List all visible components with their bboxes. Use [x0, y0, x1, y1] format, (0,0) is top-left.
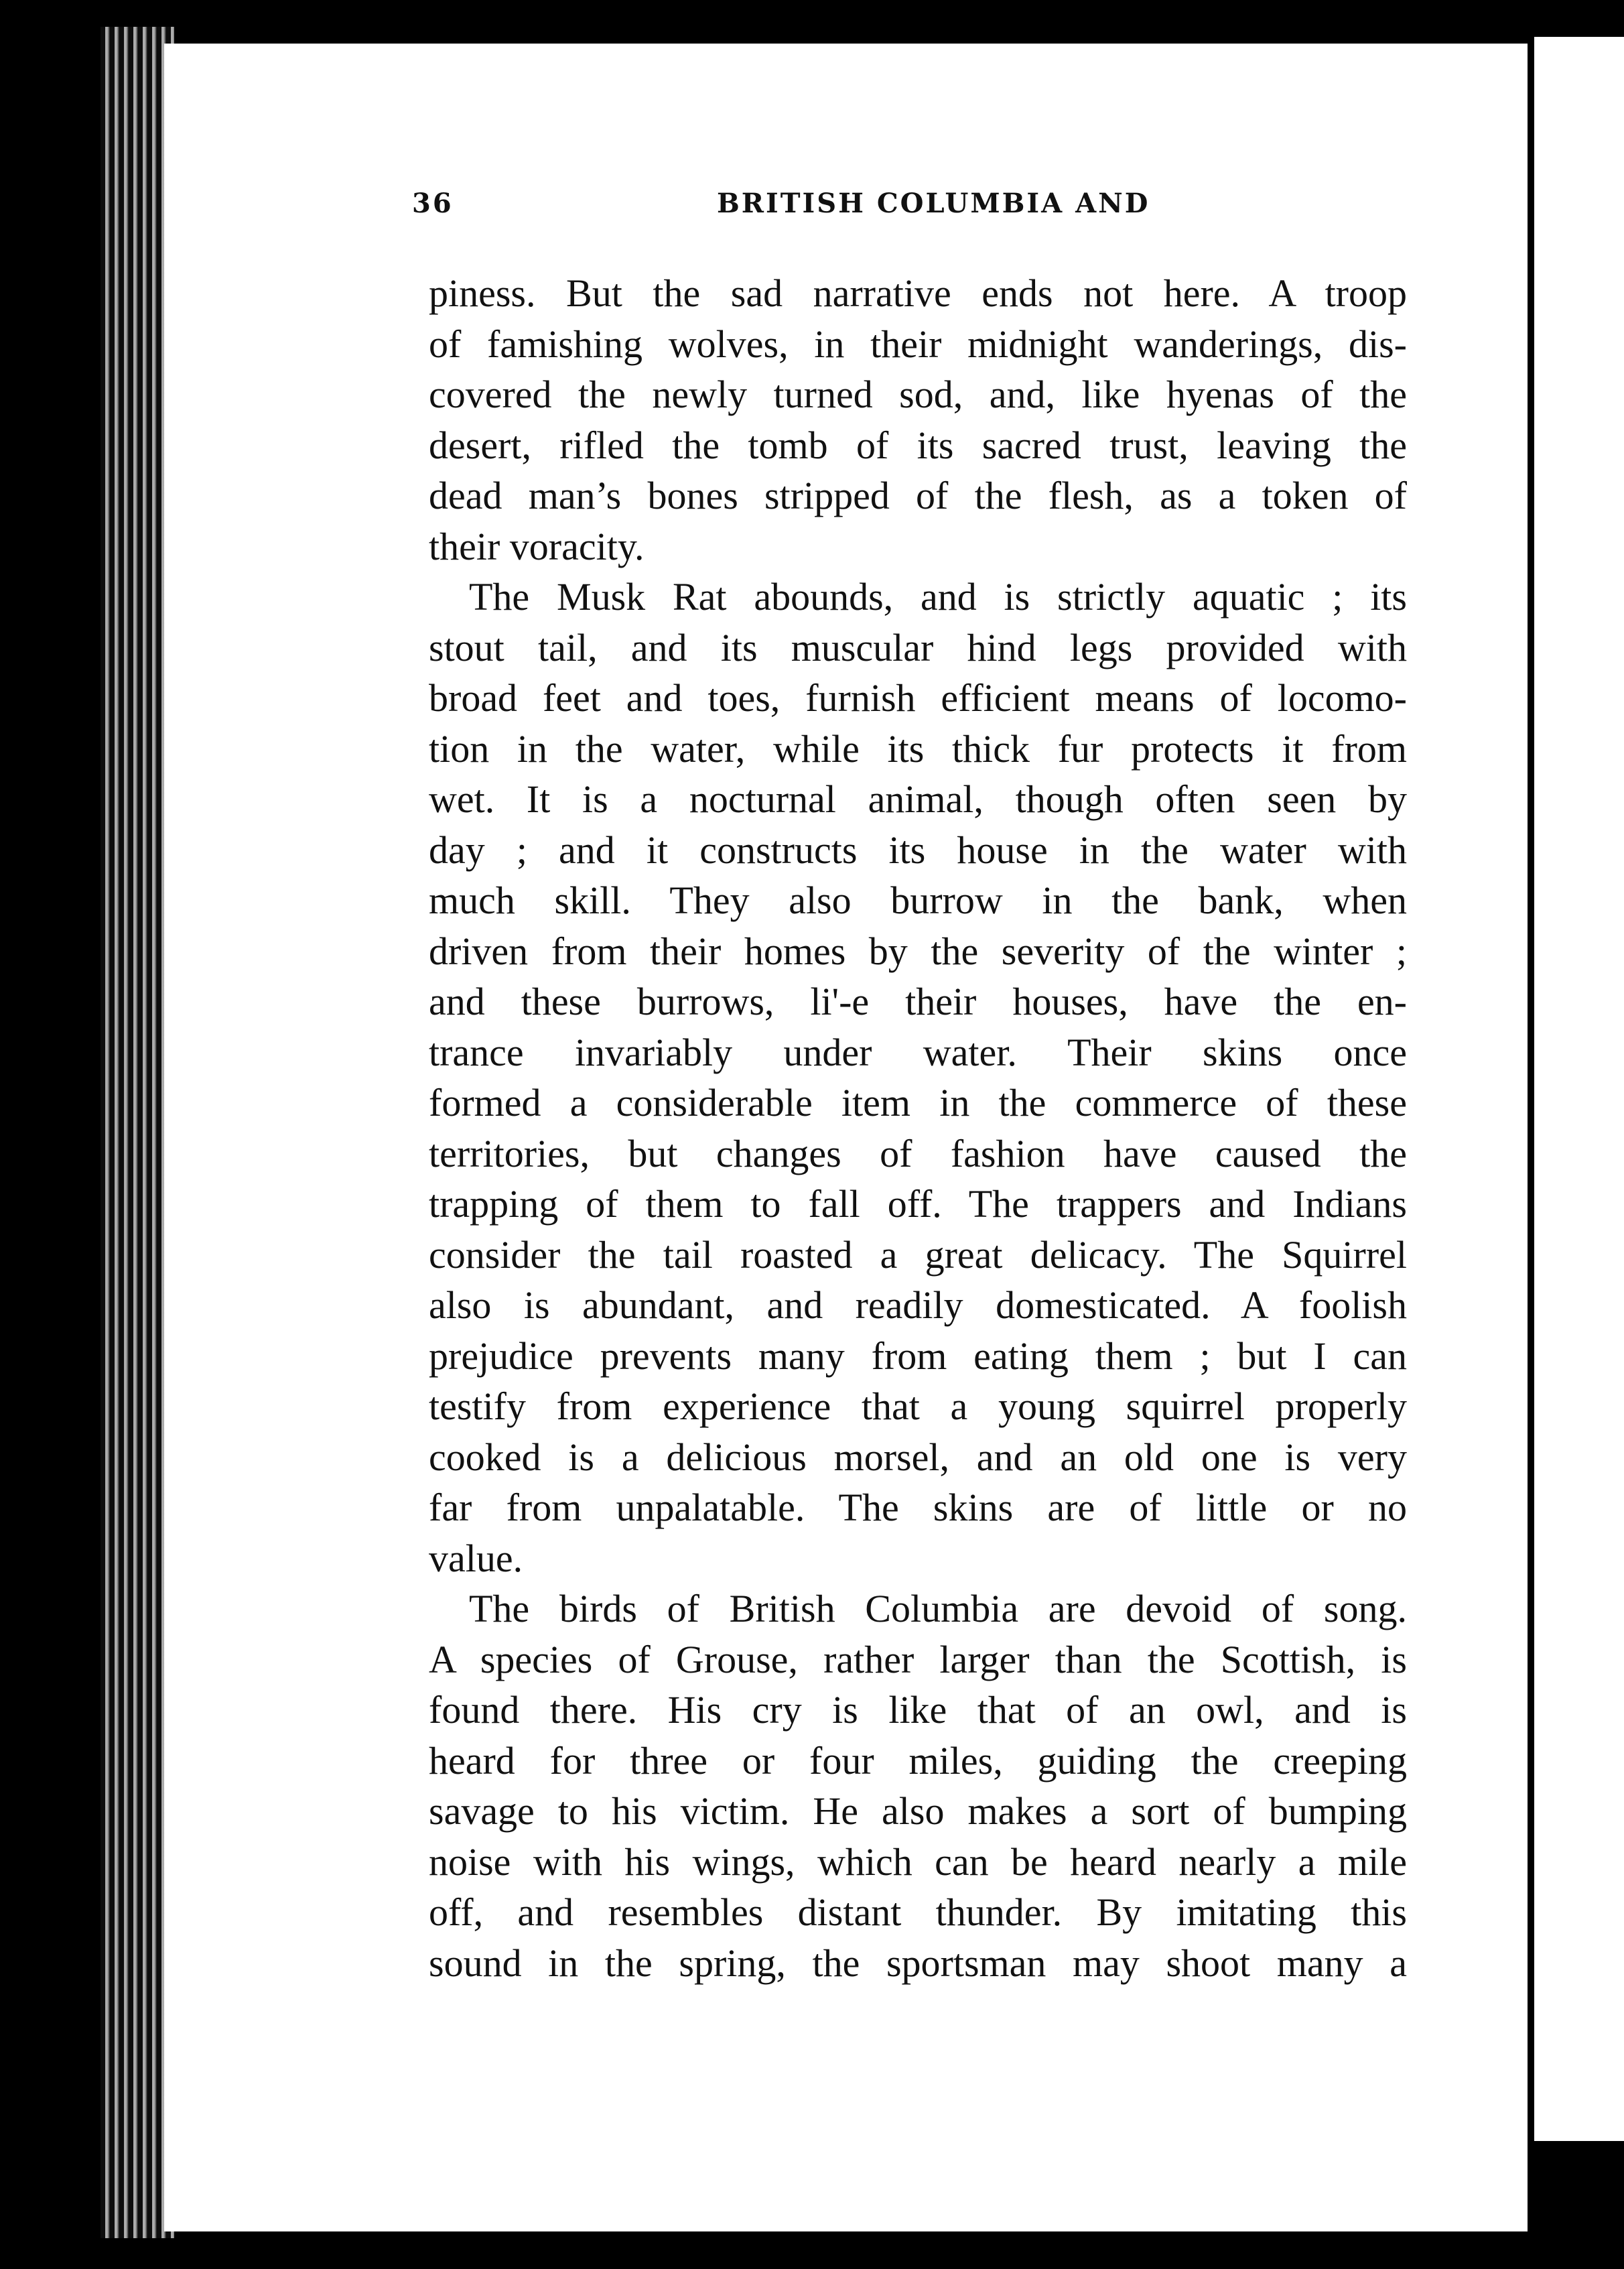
- text-line: piness. But the sad narrative ends not here. A troop: [429, 271, 1407, 315]
- text-line: A species of Grouse, rather larger than the Scottish, is: [429, 1637, 1407, 1681]
- text-line: their voracity.: [429, 524, 645, 568]
- text-line: value.: [429, 1536, 523, 1580]
- text-line: found there. His cry is like that of an owl, and is: [429, 1688, 1407, 1732]
- text-line: trapping of them to fall off. The trappers and Indians: [429, 1182, 1407, 1226]
- text-line: consider the tail roasted a great delicacy. The Squirrel: [429, 1232, 1407, 1277]
- text-line: cooked is a delicious morsel, and an old one is very: [429, 1435, 1407, 1479]
- text-line: much skill. They also burrow in the bank, when: [429, 879, 1407, 922]
- text-line: The birds of British Columbia are devoid of song.: [469, 1587, 1407, 1630]
- text-line: day ; and it constructs its house in the water with: [429, 828, 1407, 872]
- text-line: prejudice prevents many from eating them ; but I can: [429, 1334, 1407, 1378]
- text-line: tion in the water, while its thick fur protects it from: [429, 726, 1407, 771]
- text-line: testify from experience that a young squirrel properly: [429, 1384, 1407, 1428]
- text-line: heard for three or four miles, guiding the creeping: [429, 1738, 1407, 1782]
- text-line: trance invariably under water. Their skins once: [429, 1030, 1407, 1074]
- text-line: also is abundant, and readily domesticated. A foolish: [429, 1283, 1407, 1327]
- text-line: savage to his victim. He also makes a sort of bumping: [429, 1789, 1407, 1833]
- text-line: off, and resembles distant thunder. By imitating this: [429, 1890, 1407, 1934]
- text-line: formed a considerable item in the commerce of these: [429, 1081, 1407, 1124]
- text-line: and these burrows, li'-e their houses, have the en-: [429, 980, 1407, 1023]
- text-line: far from unpalatable. The skins are of little or no: [429, 1486, 1407, 1529]
- page-number: 36: [412, 188, 454, 219]
- body-text: [429, 268, 1407, 1988]
- text-line: stout tail, and its muscular hind legs provided with: [429, 625, 1407, 669]
- running-title: BRITISH COLUMBIA AND: [717, 188, 1150, 219]
- text-line: driven from their homes by the severity of the winter ;: [429, 929, 1407, 973]
- page-edges: [100, 27, 174, 2238]
- text-line: dead man’s bones stripped of the flesh, as a token of: [429, 474, 1407, 517]
- text-line: desert, rifled the tomb of its sacred trust, leaving the: [429, 423, 1407, 467]
- facing-page-edge: [1534, 37, 1624, 2141]
- text-line: broad feet and toes, furnish efficient means of locomo-: [429, 676, 1407, 720]
- text-line: sound in the spring, the sportsman may shoot many a: [429, 1941, 1407, 1985]
- text-line: of famishing wolves, in their midnight wanderings, dis-: [429, 322, 1407, 366]
- text-line: The Musk Rat abounds, and is strictly aquatic ; its: [469, 575, 1407, 619]
- text-line: covered the newly turned sod, and, like hyenas of the: [429, 373, 1407, 416]
- text-line: wet. It is a nocturnal animal, though often seen by: [429, 777, 1407, 821]
- text-line: noise with his wings, which can be heard nearly a mile: [429, 1839, 1407, 1884]
- running-head: [412, 188, 1404, 228]
- text-line: territories, but changes of fashion have caused the: [429, 1131, 1407, 1175]
